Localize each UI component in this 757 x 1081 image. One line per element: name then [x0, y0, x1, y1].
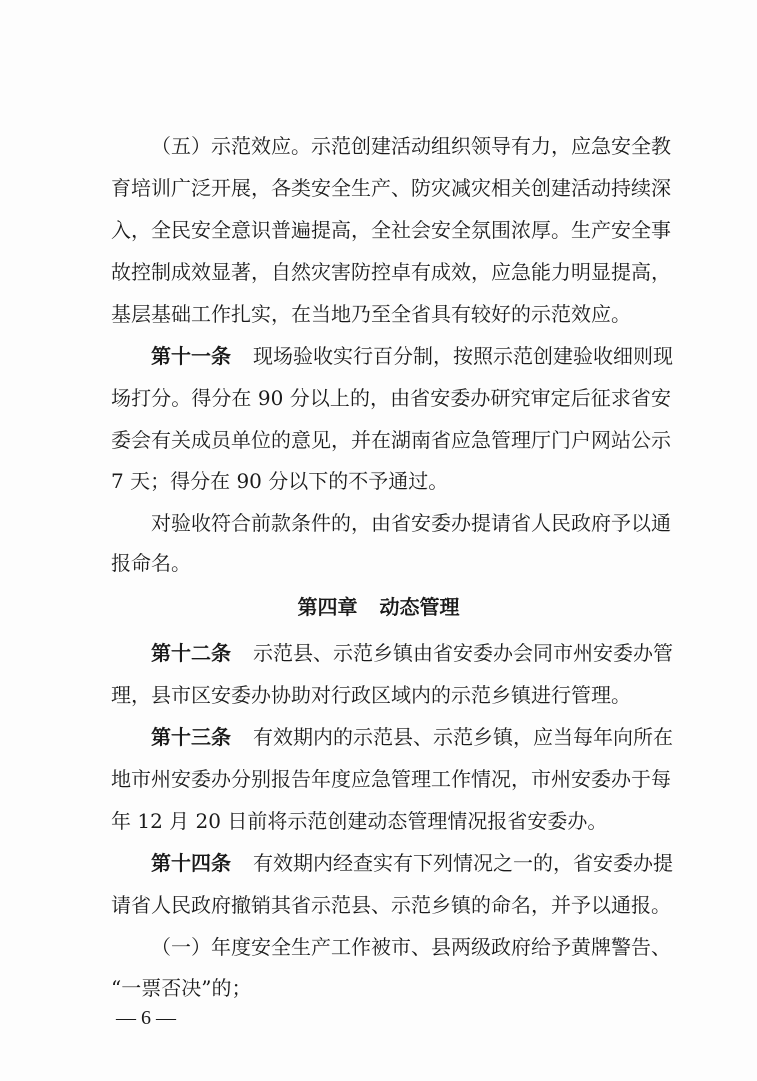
paragraph-5-line-2: 育培训广泛开展，各类安全生产、防灾减灾相关创建活动持续深 — [111, 176, 671, 200]
paragraph-5-line-4: 故控制成效显著，自然灾害防控卓有成效，应急能力明显提高， — [111, 260, 671, 284]
article-11-line-4: 7 天；得分在 90 分以下的不予通过。 — [111, 469, 449, 493]
article-11-para2-line-1: 对验收符合前款条件的，由省安委办提请省人民政府予以通 — [151, 511, 671, 535]
article-14-first-text: 有效期内经查实有下列情况之一的，省安委办提 — [253, 851, 673, 875]
paragraph-5-line-5: 基层基础工作扎实，在当地乃至全省具有较好的示范效应。 — [111, 302, 631, 326]
article-13-first-text: 有效期内的示范县、示范乡镇，应当每年向所在 — [253, 725, 673, 749]
article-12-number: 第十二条 — [151, 641, 231, 665]
article-11-number: 第十一条 — [151, 344, 231, 368]
article-11-line-2: 场打分。得分在 90 分以上的，由省安委办研究审定后征求省安 — [111, 386, 671, 410]
page-number: — 6 — — [116, 1007, 176, 1029]
article-11-line-1 — [151, 338, 671, 374]
article-14-line-2: 请省人民政府撤销其省示范县、示范乡镇的命名，并予以通报。 — [111, 893, 671, 917]
article-12-line-2: 理，县市区安委办协助对行政区域内的示范乡镇进行管理。 — [111, 683, 631, 707]
article-12-line-1 — [151, 635, 671, 671]
chapter-number: 第四章 — [297, 595, 358, 619]
article-13-number: 第十三条 — [151, 725, 231, 749]
chapter-title: 动态管理 — [379, 595, 460, 619]
article-13-line-1 — [151, 719, 671, 755]
chapter-heading — [0, 589, 757, 625]
article-11-first-text: 现场验收实行百分制，按照示范创建验收细则现 — [253, 344, 673, 368]
article-13-line-2: 地市州安委办分别报告年度应急管理工作情况，市州安委办于每 — [111, 767, 671, 791]
article-14-line-1 — [151, 845, 671, 881]
article-11-para2-line-2: 报命名。 — [111, 551, 191, 575]
article-12-first-text: 示范县、示范乡镇由省安委办会同市州安委办管 — [253, 641, 673, 665]
article-13-line-3: 年 12 月 20 日前将示范创建动态管理情况报省安委办。 — [111, 809, 608, 833]
article-14-item-1-line-2: “一票否决”的； — [111, 976, 252, 1000]
article-14-item-1-line-1: （一）年度安全生产工作被市、县两级政府给予黄牌警告、 — [151, 935, 671, 959]
paragraph-5-line-3: 入，全民安全意识普遍提高，全社会安全氛围浓厚。生产安全事 — [111, 218, 671, 242]
paragraph-5-line-1: （五）示范效应。示范创建活动组织领导有力，应急安全教 — [151, 134, 671, 158]
article-11-line-3: 委会有关成员单位的意见，并在湖南省应急管理厅门户网站公示 — [111, 428, 671, 452]
article-14-number: 第十四条 — [151, 851, 231, 875]
